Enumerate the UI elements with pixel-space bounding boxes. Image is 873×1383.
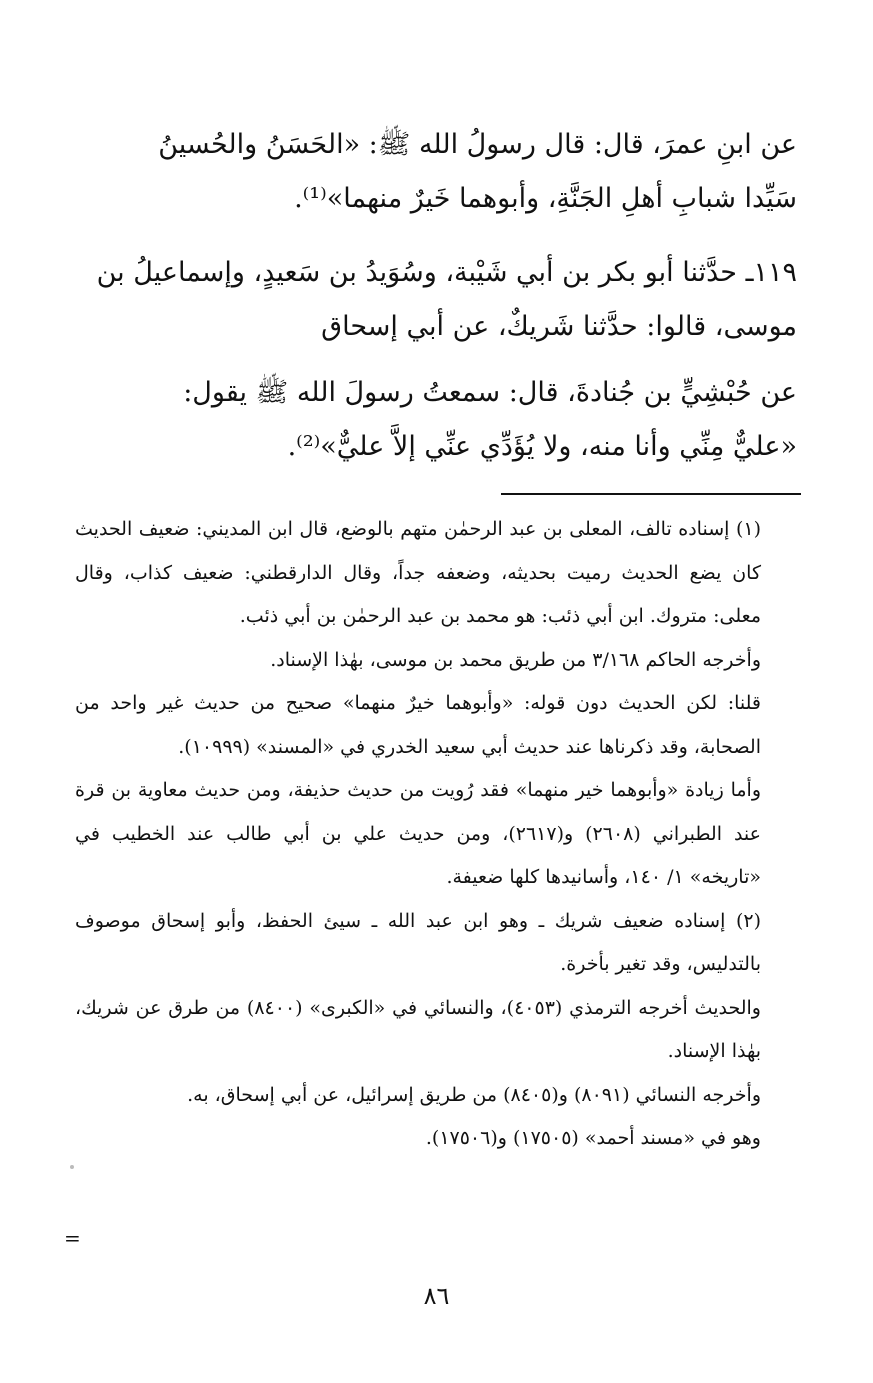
footnote-2-paragraph: والحديث أخرجه الترمذي (٤٠٥٣)، والنسائي في «الكبرى» (٨٤٠٠) من طرق عن شريك، بهٰذا الإسناد.	[75, 996, 761, 1062]
hadith-117-ending	[67, 118, 797, 226]
footnotes-section	[75, 508, 797, 1161]
footnote-2: (٢) إسناده ضعيف شريك ـ وهو ابن عبد الله ـ سيئ الحفظ، وأبو إسحاق موصوف بالتدليس، وقد تغير بأخرة.	[75, 909, 761, 975]
footnote-1: (١) إسناده تالف، المعلى بن عبد الرحمٰن متهم بالوضع، قال ابن المديني: ضعيف الحديث كان يضع الحديث رميت بحديثه، وضعفه جداً، وقال الدارقطني: ضعيف كذاب، وقال معلى: متروك. ابن أبي ذئب: هو محمد بن عبد الرحمٰن بن أبي ذئب.	[75, 518, 761, 627]
hadith-number-line: ١١٩ـ حدَّثنا أبو بكر بن أبي شَيْبة، وسُوَيدُ بن سَعيدٍ، وإسماعيلُ بن	[96, 257, 797, 288]
continuation-mark: =	[64, 1226, 81, 1250]
page-number: ٨٦	[423, 1282, 450, 1310]
hadith-119-isnad	[67, 246, 797, 354]
footnote-1-paragraph: وأما زيادة «وأبوهما خير منهما» فقد رُويت من حديث حذيفة، ومن حديث معاوية بن قرة عند الطبراني (٢٦٠٨) و(٢٦١٧)، ومن حديث علي بن أبي طالب عند الخطيب في «تاريخه» ١/ ١٤٠، وأسانيدها كلها ضعيفة.	[75, 779, 761, 888]
footnote-1-paragraph: قلنا: لكن الحديث دون قوله: «وأبوهما خيرٌ منهما» صحيح من حديث غير واحد من الصحابة، وقد ذكرناها عند حديث أبي سعيد الخدري في «المسند» (١٠٩٩٩).	[75, 692, 761, 758]
hadith-text-line: عن حُبْشِيٍّ بن جُنادةَ، قال: سمعتُ رسولَ الله ﷺ يقول:	[183, 377, 797, 408]
footnote-2-paragraph: وهو في «مسند أحمد» (١٧٥٠٥) و(١٧٥٠٦).	[425, 1127, 761, 1149]
hadith-text-line: عن ابنِ عمرَ، قال: قال رسولُ الله ﷺ: «الحَسَنُ والحُسينُ	[158, 129, 797, 160]
hadith-text-line: سَيِّدا شبابِ أهلِ الجَنَّةِ، وأبوهما خَيرٌ منهما»⁽¹⁾.	[294, 183, 797, 214]
footnote-1-paragraph: وأخرجه الحاكم ٣/١٦٨ من طريق محمد بن موسى، بهٰذا الإسناد.	[270, 648, 761, 671]
hadith-119-matn	[67, 366, 797, 474]
scan-speck	[70, 1165, 74, 1169]
footnote-separator	[501, 493, 801, 495]
hadith-text-line: «عليٌّ مِنِّي وأنا منه، ولا يُؤَدِّي عنِّي إلاَّ عليٌّ»⁽²⁾.	[287, 431, 797, 462]
footnote-2-paragraph: وأخرجه النسائي (٨٠٩١) و(٨٤٠٥) من طريق إسرائيل، عن أبي إسحاق، به.	[187, 1083, 761, 1106]
hadith-text-line: موسى، قالوا: حدَّثنا شَريكٌ، عن أبي إسحاق	[321, 311, 797, 342]
